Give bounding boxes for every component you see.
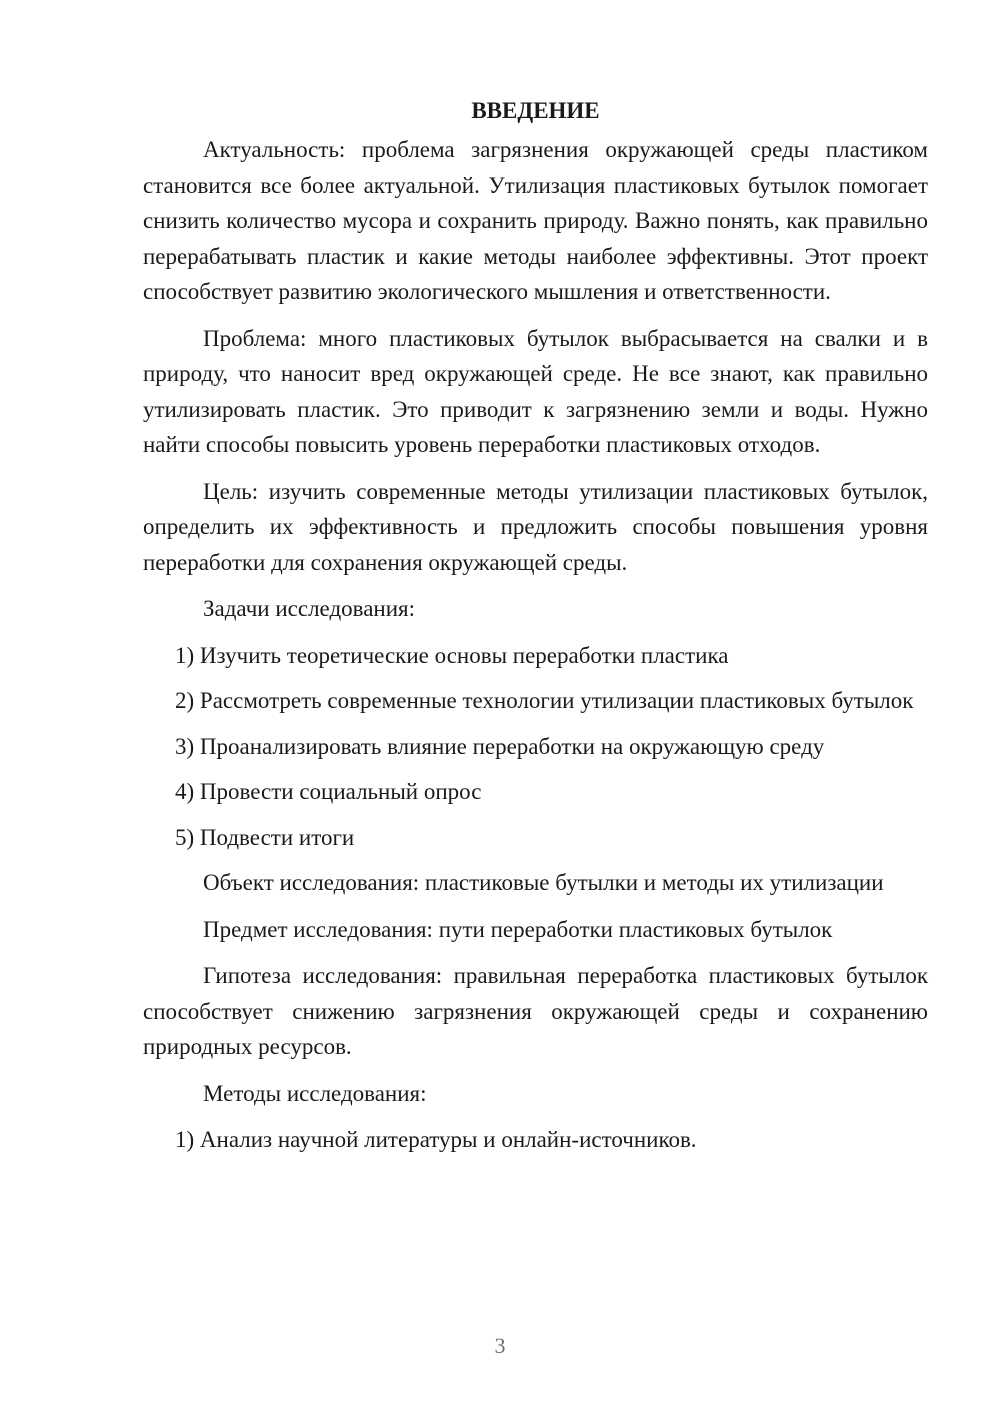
tasks-heading: Задачи исследования: <box>203 596 416 621</box>
goal-paragraph: Цель: изучить современные методы утилизации пластиковых бутылок, определить их эффективность и предложить способы повышения уровня переработки для сохранения окружающей среды. <box>143 478 928 575</box>
page-number: 3 <box>494 1333 506 1358</box>
task-item-2: 2) Рассмотреть современные технологии утилизации пластиковых бутылок <box>175 688 914 713</box>
relevance-paragraph: Актуальность: проблема загрязнения окружающей среды пластиком становится все более актуальной. Утилизация пластиковых бутылок помогает снизить количество мусора и сохранить природу. Важно понять, как правильно перерабатывать пластик и какие методы наиболее эффективны. Этот проект способствует развитию экологического мышления и ответственности. <box>143 137 928 304</box>
task-item-3: 3) Проанализировать влияние переработки на окружающую среду <box>175 733 825 759</box>
hypothesis-paragraph: Гипотеза исследования: правильная переработка пластиковых бутылок способствует снижению загрязнения окружающей среды и сохранению природных ресурсов. <box>143 963 928 1059</box>
task-item-4: 4) Провести социальный опрос <box>175 779 482 804</box>
subject-paragraph: Предмет исследования: пути переработки пластиковых бутылок <box>203 916 833 942</box>
problem-paragraph: Проблема: много пластиковых бутылок выбрасывается на свалки и в природу, что наносит вред окружающей среде. Не все знают, как правильно утилизировать пластик. Это приводит к загрязнению земли и воды. Нужно найти способы повысить уровень переработки пластиковых отходов. <box>143 325 928 457</box>
page-content <box>143 94 928 1168</box>
task-item-5: 5) Подвести итоги <box>175 824 355 850</box>
page-title: ВВЕДЕНИЕ <box>471 98 600 123</box>
method-item-1: 1) Анализ научной литературы и онлайн-источников. <box>175 1127 697 1152</box>
methods-heading: Методы исследования: <box>203 1080 427 1106</box>
task-item-1: 1) Изучить теоретические основы переработки пластика <box>175 642 729 668</box>
object-paragraph: Объект исследования: пластиковые бутылки и методы их утилизации <box>203 870 884 895</box>
